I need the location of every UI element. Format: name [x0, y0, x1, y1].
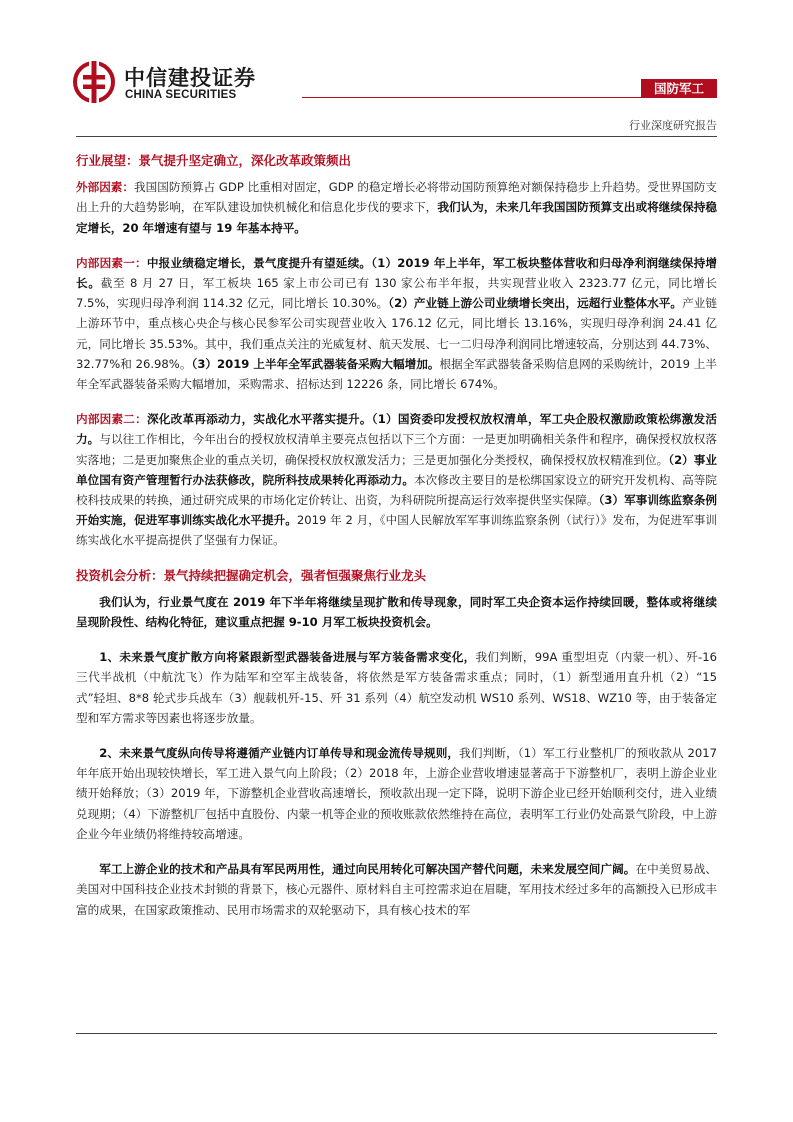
section-title-outlook: 行业展望：景气提升坚定确立，深化改革政策频出	[76, 153, 352, 168]
bold-text: （2）产业链上游公司业绩增长突出，远超行业整体水平。	[388, 296, 683, 311]
paragraph-internal-factor-2	[76, 409, 717, 550]
paragraph-point-3	[76, 859, 717, 920]
label-internal-2: 内部因素二：	[76, 412, 147, 427]
text: 我国国防预算占 GDP 比重相对固定，GDP 的稳定增长必将带动国防预算绝对额保持稳步上升趋势。受世界国防支出上升的大趋势影响，在军队建设加快机械化和信息化步伐的要求下，	[76, 180, 717, 215]
label-internal-1: 内部因素一：	[76, 255, 147, 270]
report-type: 行业深度研究报告	[629, 119, 717, 132]
label-external: 外部因素：	[76, 180, 135, 195]
citic-logo-icon	[72, 60, 116, 104]
paragraph-point-1	[76, 647, 717, 728]
text: 我们判断，99A 重型坦克（内蒙一机）、歼-16 三代半战机（中航沈飞）作为陆军和空军主战装备，将依然是军方装备需求重点；同时，（1）新型通用直升机（2）“15 式”轻坦、8*8 轮式步兵战车（3）舰载机歼-15、歼 31 系列（4）航空发动机 WS10 系列、WS18、WZ10 等，由于装备定型和军方需求等因素也将逐步放量。	[76, 650, 717, 725]
top-rule	[76, 136, 717, 137]
brand-logo	[72, 60, 272, 108]
paragraph-summary: 我们认为，行业景气度在 2019 年下半年将继续呈现扩散和传导现象，同时军工央企资本运作持续回暖，整体或将继续呈现阶段性、结构化特征，建议重点把握 9-10 月军工板块投资机会。	[76, 594, 717, 630]
text: 2019 年 2 月，《中国人民解放军军事训练监察条例（试行）》发布，为促进军事训练实战化水平提高提供了坚强有力保证。	[76, 513, 717, 548]
bottom-rule	[76, 1033, 717, 1034]
bold-text: 1、未来景气度扩散方向将紧跟新型武器装备进展与军方装备需求变化，	[99, 650, 476, 665]
text: 在中美贸易战、美国对中国科技企业技术封锁的背景下，核心元器件、原材料自主可控需求迫在眉睫，军用技术经过多年的高额投入已形成丰富的成果，在国家政策推动、民用市场需求的双轮驱动下，具有核心技术的军	[76, 862, 717, 917]
logo-english-name: CHINA SECURITIES	[125, 89, 237, 101]
section-title-opportunity: 投资机会分析：景气持续把握确定机会，强者恒强聚焦行业龙头	[76, 567, 427, 583]
bold-text: 军工上游企业的技术和产品具有军民两用性，通过向民用转化可解决国产替代问题，未来发展空间广阔。	[99, 862, 636, 877]
paragraph-internal-factor-1	[76, 253, 717, 394]
paragraph-external-factors	[76, 177, 717, 238]
text: 产业链上游环节中，重点核心央企与核心民参军公司实现营业收入 176.12 亿元，同比增长 13.16%，实现归母净利润 24.41 亿元，同比增长 35.53%。其中，我们重点关注的光威复材、航天发展、七一二归母净利润同比增速较高，分别达到 44.73%、32.77%和 26.98%。	[76, 296, 717, 371]
logo-chinese-name: 中信建投证券	[124, 66, 256, 90]
bold-text: （3）2019 上半年全军武器装备采购大幅增加。	[191, 356, 440, 371]
bold-text: （3）军事训练监察条例开始实施，促进军事训练实战化水平提升。	[76, 493, 717, 528]
text: 根据全军武器装备采购信息网的采购统计，2019 上半年全军武器装备采购大幅增加，采购需求、招标达到 12226 条，同比增长 674%。	[76, 356, 717, 392]
paragraph-point-2	[76, 743, 717, 844]
bold-text: 中报业绩稳定增长，景气度提升有望延续。（1）2019 年上半年，军工板块整体营收和归母净利润继续保持增长。	[76, 255, 717, 291]
text: 与以往工作相比，今年出台的授权放权清单主要亮点包括以下三个方面：一是更加明确相关条件和程序，确保授权放权落实落地；二是更加聚焦企业的重点关切，确保授权放权激发活力；三是更加强化分类授权，确保授权放权精准到位。	[76, 432, 717, 467]
bold-text: 我们认为，未来几年我国国防预算支出或将继续保持稳定增长，20 年增速有望与 19 年基本持平。	[76, 200, 717, 235]
bold-text: （2）事业单位国有资产管理暂行办法获修改，院所科技成果转化再添动力。	[76, 452, 717, 487]
bold-text: 深化改革再添动力，实战化水平落实提升。（1）国资委印发授权放权清单，军工央企股权激励政策松绑激发活力。	[76, 412, 717, 447]
text: 本次修改主要目的是松绑国家设立的研究开发机构、高等院校科技成果的转换，通过研究成果的市场化定价转让、出资，为科研院所提高运行效率提供坚实保障。	[76, 472, 717, 508]
text: 我们判断，（1）军工行业整机厂的预收款从 2017 年年底开始出现较快增长，军工进入景气向上阶段；（2）2018 年，上游企业营收增速显著高于下游整机厂，表明上游企业业绩开始释放；（3）2019 年，下游整机企业营收高速增长，预收款出现一定下降，说明下游企业已经开始顺利交付，进入业绩兑现期；（4）下游整机厂包括中直股份、内蒙一机等企业的预收账款依然维持在高位，表明军工行业仍处高景气阶段，中上游企业今年业绩仍将维持较高增速。	[76, 746, 717, 841]
text: 截至 8 月 27 日，军工板块 165 家上市公司已有 130 家公布半年报，共实现营业收入 2323.77 亿元，同比增长 7.5%，实现归母净利润 114.32 亿元，同比增长 10.30%。	[76, 276, 717, 311]
bold-text: 2、未来景气度纵向传导将遵循产业链内订单传导和现金流传导规则，	[99, 746, 460, 761]
sector-tab: 国防军工	[641, 79, 717, 98]
report-body	[76, 148, 717, 935]
